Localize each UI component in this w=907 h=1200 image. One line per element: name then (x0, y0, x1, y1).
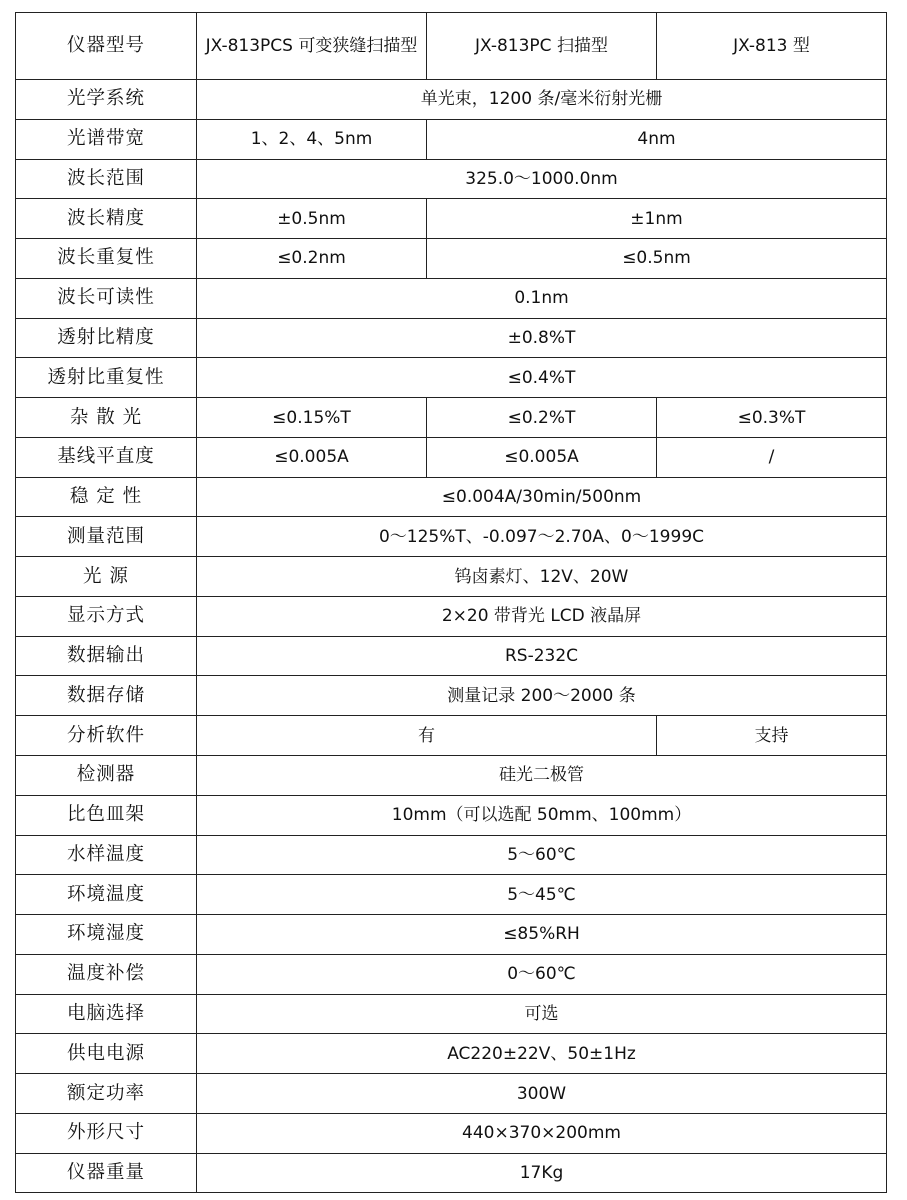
row-label: 供电电源 (16, 1034, 197, 1074)
row-value: AC220±22V、50±1Hz (197, 1034, 887, 1074)
row-value: 支持 (657, 716, 887, 756)
row-label: 光 源 (16, 557, 197, 597)
table-row (16, 80, 887, 120)
table-row (16, 398, 887, 438)
row-label: 测量范围 (16, 517, 197, 557)
row-value: 300W (197, 1074, 887, 1114)
row-value: 17Kg (197, 1153, 887, 1193)
table-row (16, 278, 887, 318)
row-value: ≤0.2nm (197, 239, 427, 279)
row-label: 仪器重量 (16, 1153, 197, 1193)
row-value: 0.1nm (197, 278, 887, 318)
row-value: 0～60℃ (197, 954, 887, 994)
row-value: 440×370×200mm (197, 1113, 887, 1153)
header-model-1: JX-813PCS 可变狭缝扫描型 (197, 13, 427, 80)
row-value: 有 (197, 716, 657, 756)
header-label: 仪器型号 (16, 13, 197, 80)
row-value: ≤0.15%T (197, 398, 427, 438)
row-value: ≤0.005A (427, 437, 657, 477)
row-value: ±0.5nm (197, 199, 427, 239)
row-value: ±0.8%T (197, 318, 887, 358)
row-value: / (657, 437, 887, 477)
row-label: 稳 定 性 (16, 477, 197, 517)
row-label: 比色皿架 (16, 795, 197, 835)
row-label: 光谱带宽 (16, 119, 197, 159)
spec-table-container (15, 12, 887, 1193)
table-row (16, 1034, 887, 1074)
row-value: 325.0～1000.0nm (197, 159, 887, 199)
row-value: ≤0.2%T (427, 398, 657, 438)
row-value: 硅光二极管 (197, 756, 887, 796)
table-row (16, 477, 887, 517)
table-row (16, 596, 887, 636)
table-row (16, 239, 887, 279)
row-value: 测量记录 200～2000 条 (197, 676, 887, 716)
row-value: 2×20 带背光 LCD 液晶屏 (197, 596, 887, 636)
row-label: 波长重复性 (16, 239, 197, 279)
row-label: 波长范围 (16, 159, 197, 199)
table-row (16, 954, 887, 994)
header-model-2: JX-813PC 扫描型 (427, 13, 657, 80)
row-value: ≤85%RH (197, 915, 887, 955)
spec-table (15, 12, 887, 1193)
row-value: ±1nm (427, 199, 887, 239)
row-value: 钨卤素灯、12V、20W (197, 557, 887, 597)
table-row (16, 795, 887, 835)
row-value: 0～125%T、-0.097～2.70A、0～1999C (197, 517, 887, 557)
row-label: 环境湿度 (16, 915, 197, 955)
row-label: 透射比精度 (16, 318, 197, 358)
row-label: 显示方式 (16, 596, 197, 636)
row-value: 1、2、4、5nm (197, 119, 427, 159)
table-row (16, 915, 887, 955)
row-label: 水样温度 (16, 835, 197, 875)
row-label: 波长可读性 (16, 278, 197, 318)
table-row (16, 875, 887, 915)
table-row (16, 835, 887, 875)
row-label: 杂 散 光 (16, 398, 197, 438)
header-model-3: JX-813 型 (657, 13, 887, 80)
table-row (16, 716, 887, 756)
row-label: 外形尺寸 (16, 1113, 197, 1153)
row-label: 分析软件 (16, 716, 197, 756)
table-row (16, 636, 887, 676)
row-value: ≤0.5nm (427, 239, 887, 279)
table-row (16, 199, 887, 239)
row-label: 透射比重复性 (16, 358, 197, 398)
row-label: 波长精度 (16, 199, 197, 239)
row-value: 可选 (197, 994, 887, 1034)
row-label: 额定功率 (16, 1074, 197, 1114)
table-row (16, 159, 887, 199)
table-row (16, 676, 887, 716)
row-label: 温度补偿 (16, 954, 197, 994)
table-row (16, 1153, 887, 1193)
row-value: 5～45℃ (197, 875, 887, 915)
row-label: 数据存储 (16, 676, 197, 716)
row-value: 4nm (427, 119, 887, 159)
table-row (16, 557, 887, 597)
spec-table-body (16, 13, 887, 1193)
table-row (16, 756, 887, 796)
row-value: ≤0.004A/30min/500nm (197, 477, 887, 517)
row-value: 单光束，1200 条/毫米衍射光栅 (197, 80, 887, 120)
row-value: ≤0.4%T (197, 358, 887, 398)
table-row (16, 358, 887, 398)
row-label: 电脑选择 (16, 994, 197, 1034)
row-label: 检测器 (16, 756, 197, 796)
row-label: 数据输出 (16, 636, 197, 676)
table-row (16, 517, 887, 557)
table-row (16, 318, 887, 358)
row-value: RS-232C (197, 636, 887, 676)
table-row (16, 437, 887, 477)
row-label: 基线平直度 (16, 437, 197, 477)
table-row (16, 1074, 887, 1114)
row-label: 环境温度 (16, 875, 197, 915)
row-label: 光学系统 (16, 80, 197, 120)
row-value: 5～60℃ (197, 835, 887, 875)
table-header-row (16, 13, 887, 80)
row-value: ≤0.005A (197, 437, 427, 477)
table-row (16, 1113, 887, 1153)
table-row (16, 119, 887, 159)
row-value: 10mm（可以选配 50mm、100mm） (197, 795, 887, 835)
row-value: ≤0.3%T (657, 398, 887, 438)
table-row (16, 994, 887, 1034)
